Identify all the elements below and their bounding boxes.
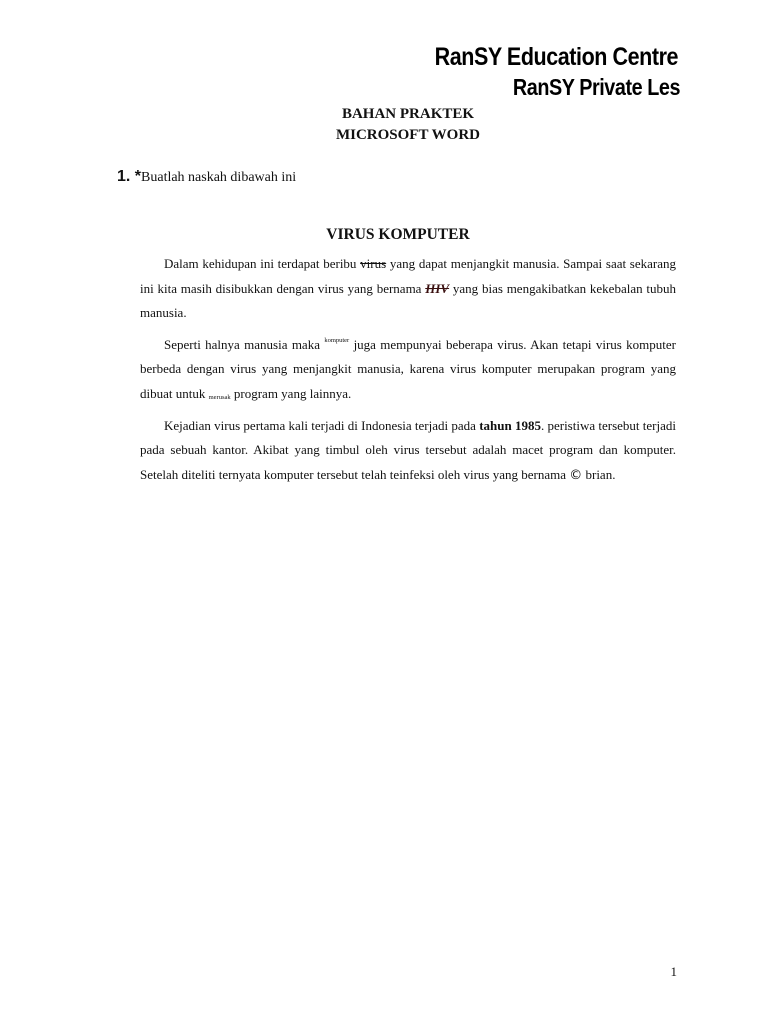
- brand-line-1: RanSY Education Centre: [434, 43, 678, 71]
- p3-text-3: brian.: [582, 466, 616, 482]
- p1-text-1: Dalam kehidupan ini terdapat beribu: [164, 256, 361, 271]
- instruction-number: 1. *: [117, 168, 142, 185]
- p2-text-2: juga mempunyai beberapa virus. Akan tetapi virus komputer berbeda dengan virus yang menjangkit manusia, karena virus komputer merupakan program yang dibuat untuk: [140, 336, 676, 401]
- title-line-2: MICROSOFT WORD: [335, 127, 481, 143]
- paragraph-3: [140, 414, 676, 489]
- copyright-icon: ©: [569, 467, 583, 483]
- p2-subscript-word: merusak: [208, 393, 231, 401]
- p1-text-3: yang bias mengakibatkan kekebalan tubuh manusia.: [140, 280, 676, 321]
- paragraph-2: [140, 329, 676, 411]
- p3-text-2: . peristiwa tersebut terjadi pada sebuah kantor. Akibat yang timbul oleh virus tersebut adalah macet program dan komputer. Setelah diteliti ternyata komputer tersebut telah teinfeksi oleh virus yang bernama: [140, 417, 676, 482]
- article-body: [140, 252, 676, 491]
- p3-bold-year: tahun 1985: [479, 417, 541, 433]
- p3-text-1: Kejadian virus pertama kali terjadi di Indonesia terjadi pada: [164, 417, 480, 433]
- p2-superscript-word: komputer: [324, 336, 350, 344]
- p2-text-3: program yang lainnya.: [230, 385, 352, 401]
- instruction: [117, 168, 296, 186]
- brand-line-2: RanSY Private Les: [512, 74, 680, 100]
- p1-strikethrough-word: virus: [360, 256, 387, 271]
- p1-hiv-word: HIV: [425, 280, 450, 296]
- brand-logo-text: [395, 42, 678, 102]
- page-number: 1: [670, 964, 677, 979]
- instruction-text: Buatlah naskah dibawah ini: [141, 170, 297, 185]
- title-line-1: BAHAN PRAKTEK: [341, 106, 475, 122]
- article-heading: VIRUS KOMPUTER: [326, 226, 470, 243]
- p2-text-1: Seperti halnya manusia maka: [164, 336, 325, 352]
- p1-text-2: yang dapat menjangkit manusia. Sampai saat sekarang ini kita masih disibukkan dengan virus yang bernama: [140, 256, 676, 296]
- paragraph-1: [140, 252, 676, 326]
- document-title: [0, 104, 768, 146]
